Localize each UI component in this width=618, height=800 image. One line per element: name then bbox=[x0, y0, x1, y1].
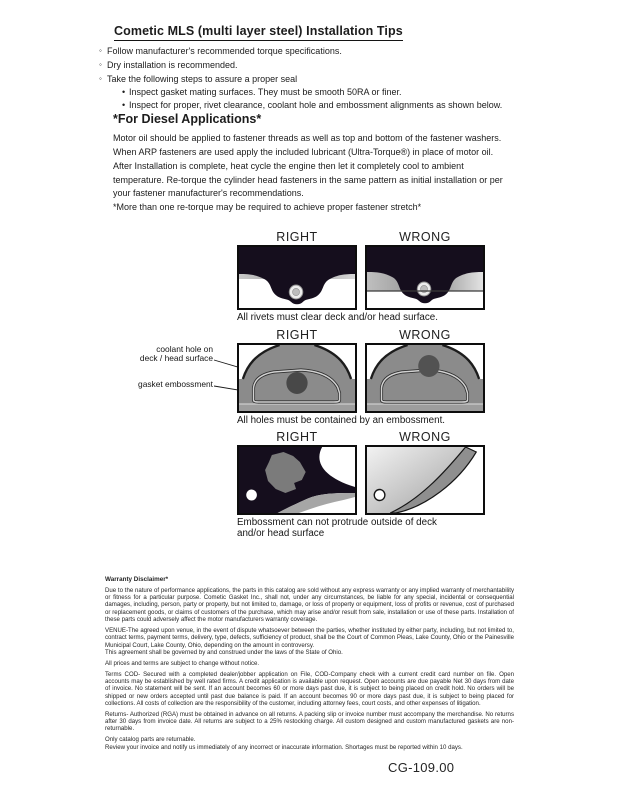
callout-text: coolant hole on bbox=[156, 344, 213, 354]
coolant-hole bbox=[286, 372, 307, 394]
retorque-note: *More than one re-torque may be required to achieve proper fastener stretch* bbox=[113, 202, 422, 212]
warranty-disclaimer bbox=[105, 576, 514, 754]
tip-text: Take the following steps to assure a proper seal bbox=[107, 74, 298, 84]
list-item bbox=[99, 72, 502, 86]
open-bullet-icon: ◦ bbox=[99, 60, 102, 69]
governing-law-clause: This agreement shall be governed by and construed under the laws of the State of Ohio. bbox=[105, 648, 343, 656]
pair3-right-label: RIGHT bbox=[276, 430, 318, 444]
pair2-caption: All holes must be contained by an embossment. bbox=[237, 415, 446, 426]
list-item bbox=[122, 86, 502, 99]
pair3-right-diagram bbox=[237, 445, 357, 515]
list-item bbox=[99, 58, 502, 72]
pair3-caption bbox=[237, 517, 437, 539]
tip-text: Dry installation is recommended. bbox=[107, 60, 238, 70]
pair1-right-label: RIGHT bbox=[276, 230, 318, 244]
pair2-right-diagram bbox=[237, 343, 357, 413]
tip-text: Follow manufacturer's recommended torque specifications. bbox=[107, 46, 342, 56]
returnable-clause: Only catalog parts are returnable. bbox=[105, 736, 196, 744]
caption-line: and/or head surface bbox=[237, 528, 325, 539]
pair1-caption: All rivets must clear deck and/or head surface. bbox=[237, 312, 438, 323]
disclaimer-paragraph: Returns- Authorized (RGA) must be obtained in advance on all returns. A packing slip or invoice number must accompany the merchandise. No returns after 30 days from invoice date. All returns are subject to a 25% restocking charge. All custom designed and custom manufactured gaskets are non-returnable. bbox=[105, 710, 514, 733]
callout-text: gasket embossment bbox=[138, 379, 213, 389]
bolt-hole bbox=[374, 490, 385, 501]
pair2-wrong-label: WRONG bbox=[399, 328, 451, 342]
open-bullet-icon: ◦ bbox=[99, 46, 102, 55]
rivet-clear-right-drawing bbox=[239, 247, 355, 308]
tip-text: Inspect for proper, rivet clearance, coolant hole and embossment alignments as shown below. bbox=[129, 100, 503, 110]
disclaimer-paragraph bbox=[105, 736, 514, 751]
open-bullet-icon: ◦ bbox=[99, 74, 102, 83]
venue-clause: VENUE-The agreed upon venue, in the event of dispute whatsoever between the parties, whether instituted by either party, including, but not limited to, contract terms, payment terms, delivery, type, defects, sufficiency of product, shall be the Court of Common Pleas, Lake County, Ohio or the Painesville Municipal Court, Lake County, Ohio, depending on the amount in controversy. bbox=[105, 626, 514, 649]
coolant-hole bbox=[418, 355, 439, 377]
disclaimer-heading: Warranty Disclaimer* bbox=[105, 576, 169, 583]
embossment-right-drawing bbox=[239, 345, 355, 411]
diesel-paragraph-2: After Installation is complete, heat cycle the engine then let it completely cool to ambient temperature. Re-torque the cylinder head fasteners in the same pattern as initial installation or per your fastener manufacturer's recommendations. bbox=[113, 161, 503, 198]
list-item bbox=[122, 99, 502, 112]
tips-list bbox=[99, 44, 502, 112]
disclaimer-paragraph: All prices and terms are subject to change without notice. bbox=[105, 659, 260, 667]
disclaimer-paragraph: Due to the nature of performance applications, the parts in this catalog are sold without any express warranty or any implied warranty of merchantability or fitness for a particular purpose. Cometic Gasket Inc., shall not, under any circumstances, be liable for any special, incidental or consequential damages, including, person, party or property, but not limited to, damage, or loss of property or equipment, loss of profits or revenue, cost of purchased or replacement goods, or claims of customers of the purchase, which may arise and/or result from sale, installation or use of these parts. Installation of these parts could adversely affect the motor manufacturers warranty coverage. bbox=[105, 586, 514, 624]
rivet-center bbox=[293, 288, 300, 295]
embossment-callout bbox=[95, 380, 213, 389]
rivet-clear-wrong-drawing bbox=[367, 247, 483, 308]
protrusion-right-drawing bbox=[239, 447, 355, 513]
coolant-hole-callout bbox=[95, 345, 213, 364]
diesel-heading: *For Diesel Applications* bbox=[113, 112, 262, 126]
disclaimer-paragraph bbox=[105, 627, 514, 656]
filled-bullet-icon: • bbox=[122, 87, 126, 97]
pair3-wrong-diagram bbox=[365, 445, 485, 515]
pair1-wrong-label: WRONG bbox=[399, 230, 451, 244]
filled-bullet-icon: • bbox=[122, 100, 126, 110]
review-invoice-clause: Review your invoice and notify us immediately of any incorrect or inaccurate information. Shortages must be reported within 10 days. bbox=[105, 743, 463, 751]
diesel-paragraph-1: Motor oil should be applied to fastener threads as well as top and bottom of the fastener washers. When ARP fasteners are used apply the included lubricant (Ultra-Torque®) in place of motor oil. bbox=[113, 133, 502, 157]
tip-text: Inspect gasket mating surfaces. They must be smooth 50RA or finer. bbox=[129, 87, 402, 97]
disclaimer-paragraph: Terms COD- Secured with a completed dealer/jobber application on File, COD-Company check with a current credit card number on file. Open accounts may be established by well rated firms. A credit application is available upon request. Open accounts are due payable Net 30 days from date of invoice. No statement will be sent. If an account becomes 60 or more days past due, it is subject to being placed on credit hold. No orders will be shipped or new orders accepted until past due balance is paid. If an account becomes 90 or more days past due, it is subject to being placed for collections. All costs of collection are the responsibility of the customer, including attorney fees, court costs, and other expenses of litigation. bbox=[105, 670, 514, 707]
pair1-wrong-diagram bbox=[365, 245, 485, 310]
pair2-wrong-diagram bbox=[365, 343, 485, 413]
callout-text: deck / head surface bbox=[139, 353, 213, 364]
page-number: CG-109.00 bbox=[388, 760, 455, 775]
protrusion-wrong-drawing bbox=[367, 447, 483, 513]
list-item bbox=[99, 44, 502, 58]
pair3-wrong-label: WRONG bbox=[399, 430, 451, 444]
pair1-right-diagram bbox=[237, 245, 357, 310]
pair2-right-label: RIGHT bbox=[276, 328, 318, 342]
bolt-hole bbox=[246, 490, 257, 501]
caption-line: Embossment can not protrude outside of deck bbox=[237, 517, 437, 528]
embossment-wrong-drawing bbox=[367, 345, 483, 411]
page-title: Cometic MLS (multi layer steel) Installation Tips bbox=[114, 24, 403, 41]
